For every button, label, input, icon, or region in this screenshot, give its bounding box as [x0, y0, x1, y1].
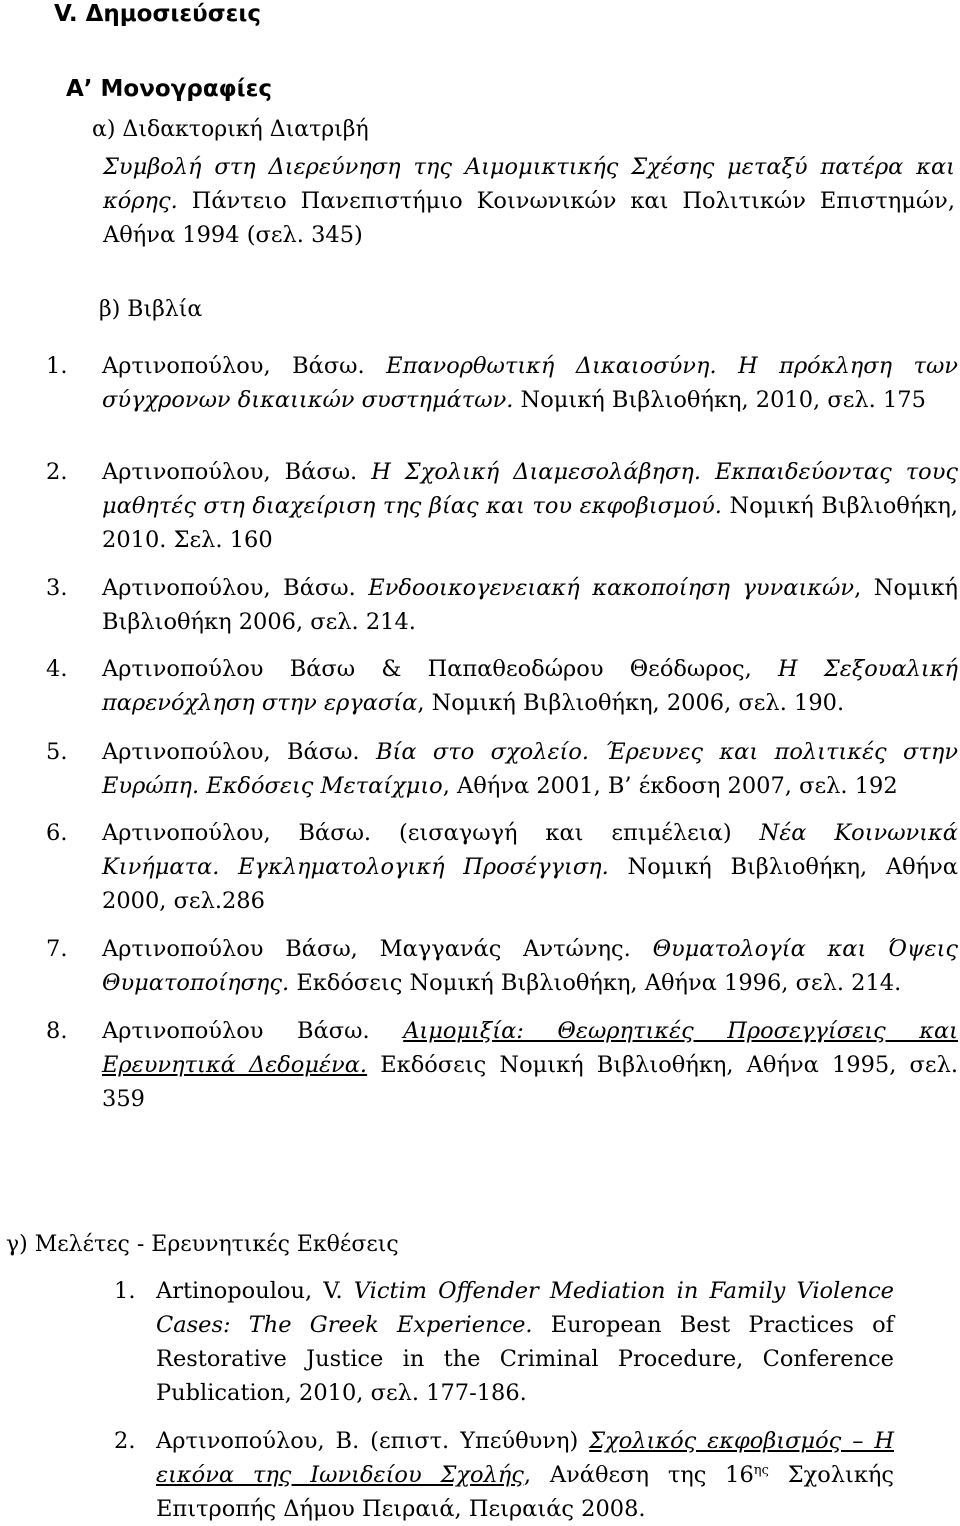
thesis-title: Συμβολή στη Διερεύνηση της Αιμομικτικής Σχέσης μεταξύ πατέρα και κόρης. [103, 154, 955, 214]
studies-reports-label: γ) Μελέτες - Ερευνητικές Εκθέσεις [6, 1232, 399, 1257]
item-number: 7. [46, 936, 68, 962]
item-number: 4. [46, 656, 68, 682]
book-item-4 [46, 652, 958, 720]
item-number: 3. [46, 575, 68, 601]
book-citation: Αρτινοπούλου Βάσω. Αιμομιξία: Θεωρητικές Προσεγγίσεις και Ερευνητικά Δεδομένα. Εκδόσεις Νομική Βιβλιοθήκη, Αθήνα 1995, σελ. 359 [102, 1018, 959, 1112]
doctoral-thesis-entry [103, 150, 955, 252]
book-citation: Αρτινοπούλου, Βάσω. Βία στο σχολείο. Έρευνες και πολιτικές στην Ευρώπη. Εκδόσεις Μεταίχμιο, Αθήνα 2001, Β’ έκδοση 2007, σελ. 192 [102, 739, 959, 799]
ordinal-suffix: ης [753, 1463, 769, 1478]
book-item-7 [46, 932, 958, 1000]
book-item-2 [46, 455, 958, 557]
study-item-1 [114, 1274, 894, 1410]
book-item-1 [46, 349, 958, 417]
subsection-title-monographs: Α’ Μονογραφίες [66, 76, 273, 102]
thesis-details: Πάντειο Πανεπιστήμιο Κοινωνικών και Πολιτικών Επιστημών, Αθήνα 1994 (σελ. 345) [103, 188, 955, 248]
item-number: 2. [46, 459, 68, 485]
item-number: 8. [46, 1018, 68, 1044]
study-citation: Αρτινοπούλου, Β. (επιστ. Υπεύθυνη) Σχολικός εκφοβισμός – Η εικόνα της Ιωνιδείου Σχολής, Ανάθεση της $16^{\eta\varsigma}$ Σχολικής Επιτροπής Δήμου Πειραιά, Πειραιάς 2008. [156, 1428, 895, 1522]
book-item-3 [46, 571, 958, 639]
books-label: β) Βιβλία [99, 297, 203, 322]
doctoral-thesis-label: α) Διδακτορική Διατριβή [92, 117, 369, 142]
study-item-2 [114, 1424, 894, 1526]
item-number: 2. [114, 1428, 136, 1454]
item-number: 1. [114, 1278, 136, 1304]
book-citation: Αρτινοπούλου Βάσω, Μαγγανάς Αντώνης. Θυματολογία και Όψεις Θυματοποίησης. Εκδόσεις Νομική Βιβλιοθήκη, Αθήνα 1996, σελ. 214. [102, 936, 959, 996]
book-citation: Αρτινοπούλου, Βάσω. Επανορθωτική Δικαιοσύνη. Η πρόκληση των σύγχρονων δικαιικών συστημάτων. Νομική Βιβλιοθήκη, 2010, σελ. 175 [102, 353, 958, 413]
book-item-8 [46, 1014, 958, 1116]
book-citation: Αρτινοπούλου, Βάσω. (εισαγωγή και επιμέλεια) Νέα Κοινωνικά Κινήματα. Εγκληματολογική Προσέγγιση. Νομική Βιβλιοθήκη, Αθήνα 2000, σελ.286 [102, 820, 958, 914]
study-citation: Artinopoulou, V. Victim Offender Mediation in Family Violence Cases: The Greek Experience. European Best Practices of Restorative Justice in the Criminal Procedure, Conference Publication, 2010, σελ. 177-186. [156, 1278, 894, 1406]
book-item-5 [46, 735, 958, 803]
book-citation: Αρτινοπούλου Βάσω & Παπαθεοδώρου Θεόδωρος, Η Σεξουαλική παρενόχληση στην εργασία, Νομική Βιβλιοθήκη, 2006, σελ. 190. [102, 656, 958, 716]
book-citation: Αρτινοπούλου, Βάσω. Η Σχολική Διαμεσολάβηση. Εκπαιδεύοντας τους μαθητές στη διαχείριση της βίας και του εκφοβισμού. Νομική Βιβλιοθήκη, 2010. Σελ. 160 [102, 459, 958, 553]
item-number: 5. [46, 739, 68, 765]
book-item-6 [46, 816, 958, 918]
item-number: 1. [46, 353, 68, 379]
item-number: 6. [46, 820, 68, 846]
book-citation: Αρτινοπούλου, Βάσω. Ενδοοικογενειακή κακοποίηση γυναικών, Νομική Βιβλιοθήκη 2006, σελ. 214. [102, 575, 958, 635]
section-title: V. Δημοσιεύσεις [54, 1, 261, 27]
